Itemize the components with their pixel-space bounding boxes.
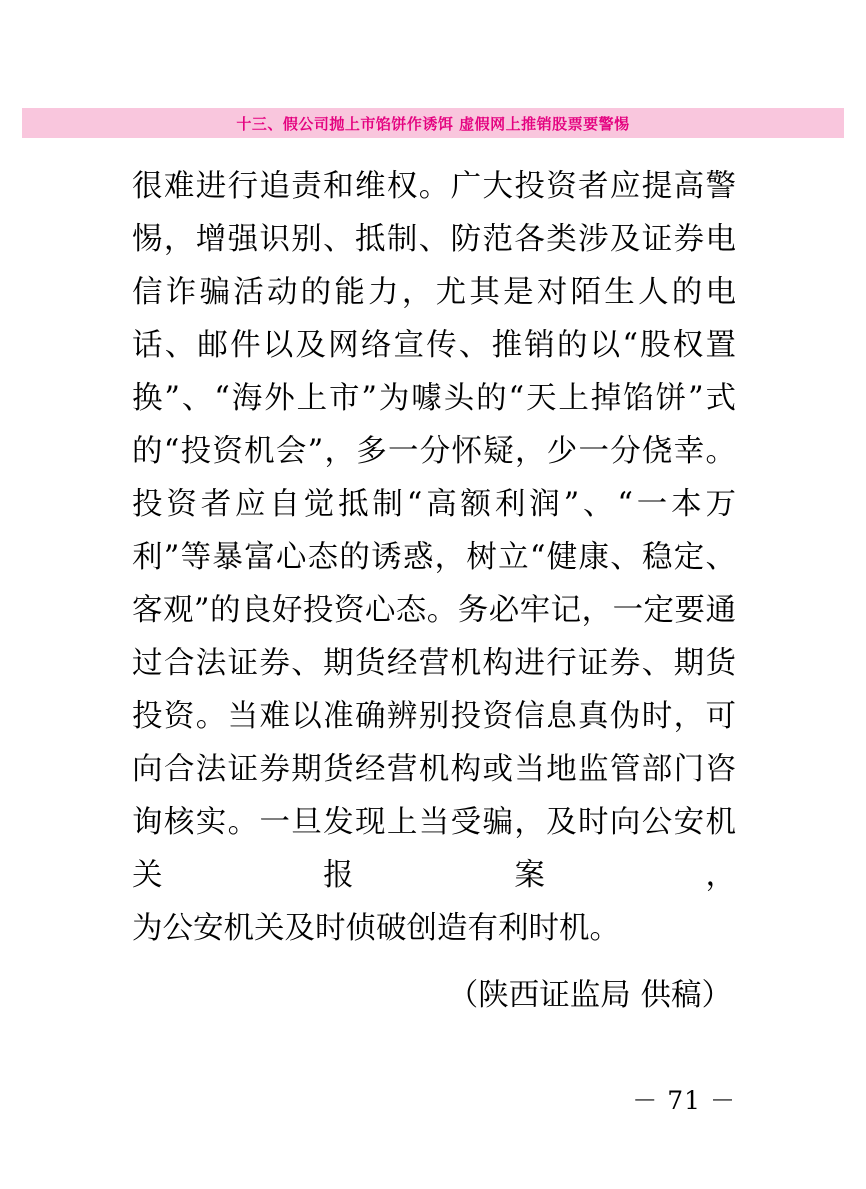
running-header-band (22, 108, 844, 138)
source-attribution: （陕西证监局 供稿） (447, 978, 732, 1013)
running-header-title: 十三、假公司抛上市馅饼作诱饵 虚假网上推销股票要警惕 (236, 114, 630, 133)
body-text-block (132, 160, 736, 1022)
main-paragraph-text: 很难进行追责和维权。广大投资者应提高警惕，增强识别、抵制、防范各类涉及证券电信诈骗活动的能力，尤其是对陌生人的电话、邮件以及网络宣传、推销的以“股权置换”、“海外上市”为噱头的“天上掉馅饼”式的“投资机会”，多一分怀疑，少一分侥幸。投资者应自觉抵制“高额利润”、“一本万利”等暴富心态的诱惑，树立“健康、稳定、客观”的良好投资心态。务必牢记，一定要通过合法证券、期货经营机构进行证券、期货投资。当难以准确辨别投资信息真伪时，可向合法证券期货经营机构或当地监管部门咨询核实。一旦发现上当受骗，及时向公安机关报案， (132, 169, 736, 893)
main-paragraph (132, 160, 736, 955)
page-number: － 71 － (632, 1086, 736, 1115)
main-paragraph-last-line: 为公安机关及时侦破创造有利时机。 (132, 911, 620, 946)
